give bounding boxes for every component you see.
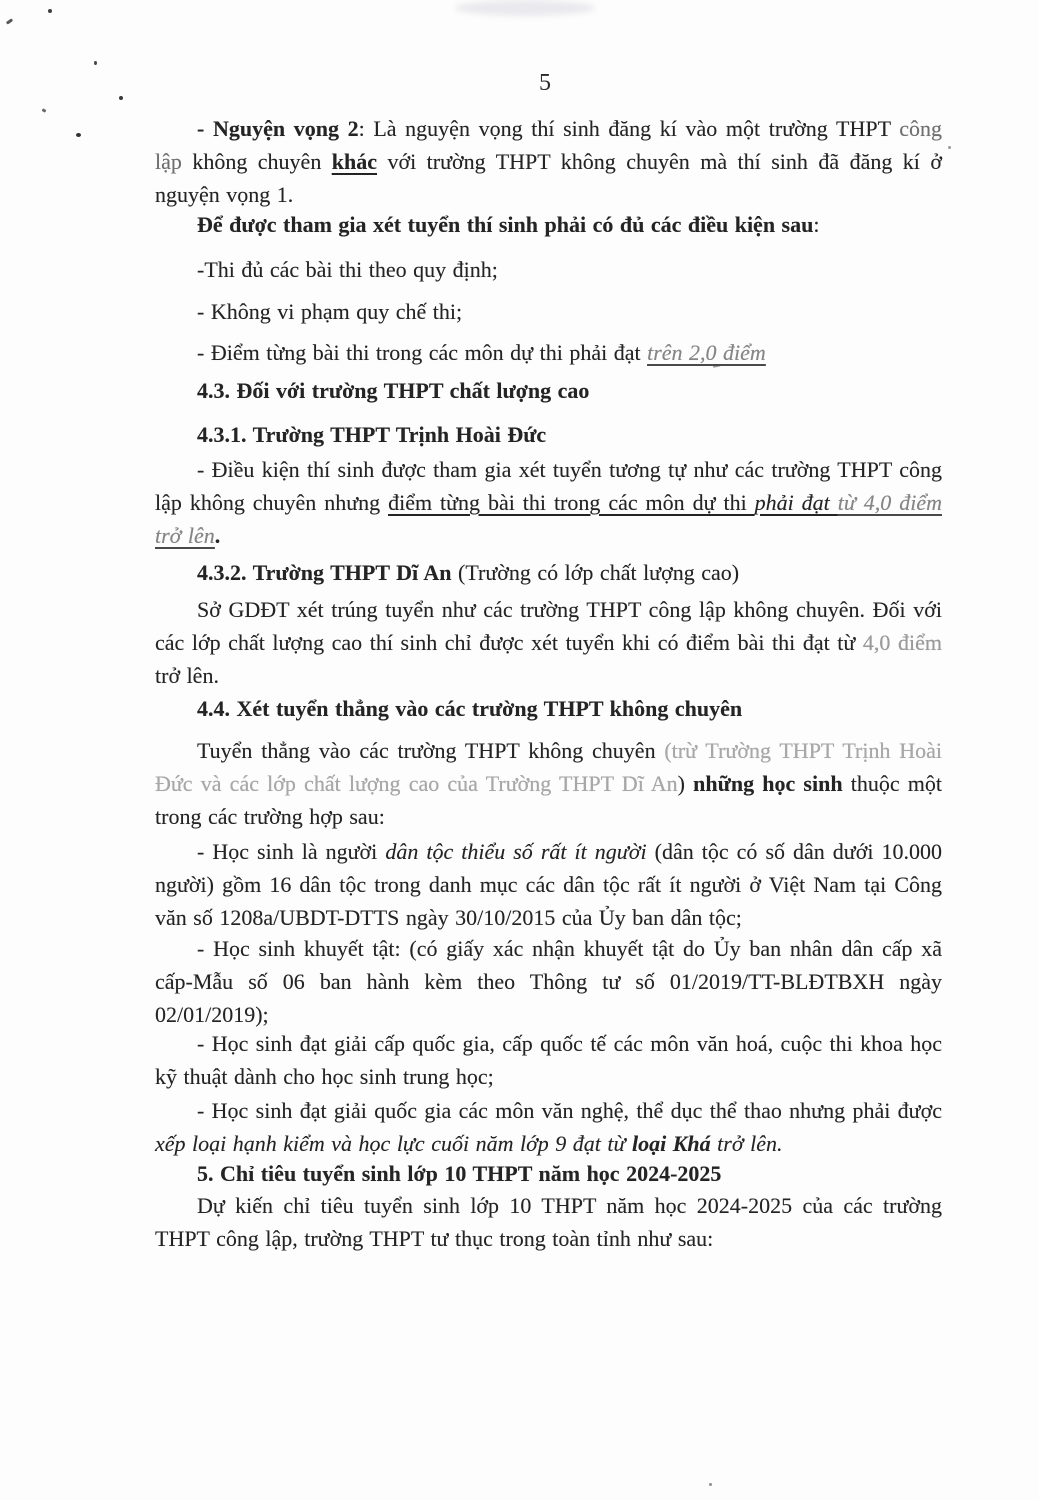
text-run: dân tộc thiểu số rất ít người: [385, 839, 647, 864]
heading-4-3-2: [155, 556, 942, 589]
paragraph-nguyen-vong-2: [155, 112, 942, 211]
text-run: - Học sinh khuyết tật: (có giấy xác nhận khuyết tật do Ủy ban nhân dân cấp xã cấp-Mẫu số 06 ban hành kèm theo Thông tư số 01/2019/TT-BLĐTBXH ngày 02/01/2019);: [155, 936, 942, 1027]
text-run: 4.3.2. Trường THPT Dĩ An: [197, 560, 452, 585]
text-run: :: [813, 212, 820, 237]
list-item-giai-quoc-gia-van-hoa: [155, 1027, 942, 1093]
heading-5-chi-tieu: [155, 1157, 942, 1190]
scan-speckle: [76, 133, 81, 137]
paragraph-tuyen-thang: [155, 734, 942, 833]
heading-4-4: [155, 692, 942, 725]
paragraph-du-kien-chi-tieu: [155, 1189, 942, 1255]
text-run: Tuyển thẳng vào các trường THPT không chuyên: [197, 738, 665, 763]
scan-speckle: [709, 1483, 712, 1486]
text-run: Để được tham gia xét tuyển thí sinh phải có đủ các điều kiện sau: [197, 212, 814, 237]
text-run: trở lên.: [155, 663, 219, 688]
text-run: (Trường có lớp chất lượng cao): [451, 560, 740, 585]
text-run: 4,0 điểm: [862, 630, 942, 655]
text-run: (dân tộc có số dân dưới 10.000 người) gồm 16 dân tộc trong danh mục các dân tộc rất ít người ở Việt Nam tại Công văn số 1208a/UBDT-DTTS ngày 30/10/2015 của Ủy ban dân tộc;: [155, 839, 942, 930]
text-run: 4.3. Đối với trường THPT chất lượng cao: [197, 378, 590, 403]
text-run: khác: [331, 149, 378, 174]
text-run: - Điều kiện thí sinh được tham gia xét tuyển tương tự như các trường THPT công lập không chuyên nhưng: [155, 457, 942, 515]
scan-speckle: [948, 146, 951, 149]
scan-speckle: [94, 61, 97, 65]
text-run: không chuyên: [181, 149, 332, 174]
list-item-thi-du-cac-bai-thi: [155, 253, 942, 286]
scan-smudge: [455, 0, 595, 16]
text-run: với trường THPT không chuyên mà thí sinh đã đăng kí ở nguyện vọng 1.: [155, 149, 942, 207]
text-run: ): [677, 771, 694, 796]
text-run: - Học sinh đạt giải cấp quốc gia, cấp quốc tế các môn văn hoá, cuộc thi khoa học kỹ thuật dành cho học sinh trung học;: [155, 1031, 942, 1089]
list-item-giai-van-nghe-the-thao: [155, 1094, 942, 1160]
text-run: thuộc một trong các trường hợp sau:: [155, 771, 943, 829]
page-number: 5: [539, 70, 551, 96]
text-run: công lập: [155, 116, 943, 174]
text-run: trở lên.: [710, 1131, 783, 1156]
list-item-khuyet-tat: [155, 932, 942, 1031]
text-run: - Học sinh đạt giải quốc gia các môn văn nghệ, thể dục thể thao nhưng phải được: [197, 1098, 942, 1123]
text-run: trên 2,0 điểm: [647, 340, 766, 365]
text-run: 4.3.1. Trường THPT Trịnh Hoài Đức: [197, 422, 547, 447]
text-run: : Là nguyện vọng thí sinh đăng kí vào một trường THPT: [358, 116, 900, 141]
text-run: -Thi đủ các bài thi theo quy định;: [197, 257, 498, 282]
heading-dieu-kien-xet-tuyen: [155, 208, 942, 241]
scan-speckle: [6, 18, 13, 24]
text-run: những học sinh: [693, 771, 843, 796]
scan-speckle: [48, 9, 52, 13]
paragraph-dieu-kien-trinh-hoai-duc: [155, 453, 942, 552]
text-run: .: [214, 523, 221, 548]
text-run: - Nguyện vọng 2: [197, 116, 359, 141]
text-run: xếp loại hạnh kiểm và học lực cuối năm lớp 9 đạt từ: [155, 1131, 633, 1156]
list-item-khong-vi-pham: [155, 295, 942, 328]
text-run: - Học sinh là người: [197, 839, 386, 864]
text-run: Sở GDĐT xét trúng tuyển như các trường THPT công lập không chuyên. Đối với các lớp chất lượng cao thí sinh chỉ được xét tuyển khi có điểm bài thi đạt từ: [155, 597, 942, 655]
paragraph-so-gddt-xet-trung-tuyen: [155, 593, 942, 692]
text-run: 4.4. Xét tuyển thẳng vào các trường THPT không chuyên: [197, 696, 743, 721]
text-run: loại Khá: [632, 1131, 711, 1156]
text-run: - Điểm từng bài thi trong các môn dự thi phải đạt: [197, 340, 648, 365]
text-run: - Không vi phạm quy chế thi;: [197, 299, 463, 324]
scan-speckle: [42, 108, 47, 113]
text-run: phải đạt: [754, 490, 838, 515]
text-run: từ 4,0 điểm trở lên: [155, 490, 942, 548]
text-run: Dự kiến chỉ tiêu tuyển sinh lớp 10 THPT năm học 2024-2025 của các trường THPT công lập, trường THPT tư thục trong toàn tỉnh như sau:: [155, 1193, 942, 1251]
heading-4-3: [155, 374, 942, 407]
text-run: (trừ Trường THPT Trịnh Hoài Đức và các lớp chất lượng cao của Trường THPT Dĩ An: [155, 738, 942, 796]
list-item-diem-tung-bai-thi: [155, 336, 942, 369]
heading-4-3-1: [155, 418, 942, 451]
text-run: điểm từng bài thi trong các môn dự thi: [388, 490, 755, 515]
list-item-dan-toc-thieu-so: [155, 835, 942, 934]
text-run: 5. Chỉ tiêu tuyển sinh lớp 10 THPT năm học 2024-2025: [197, 1161, 722, 1186]
